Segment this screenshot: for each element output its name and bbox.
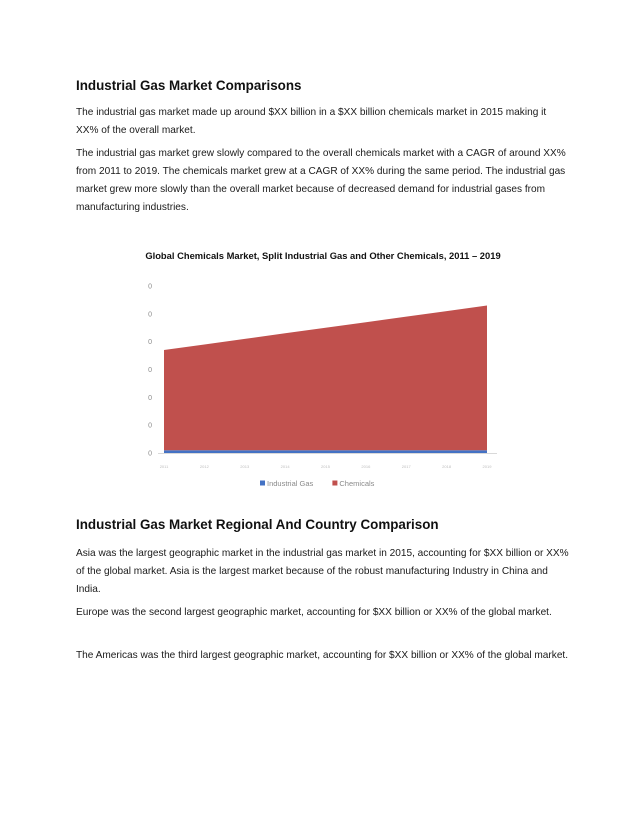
x-tick-label: 2012 xyxy=(199,464,209,469)
paragraph-growth: The industrial gas market grew slowly compared to the overall chemicals market with a CAGR of around XX% from 2011 to 2019. The chemicals market grew at a CAGR of XX% during the same period. The industrial gas market grew more slowly than the overall market because of decreased demand for industrial gases from manufacturing industries. xyxy=(76,148,566,213)
area-chart xyxy=(130,272,520,500)
paragraph-asia: Asia was the largest geographic market in the industrial gas market in 2015, accounting for $XX billion or XX% of the global market. Asia is the largest market because of the robust manufacturing Industry in China and India. xyxy=(76,548,569,595)
y-tick-label: 0 xyxy=(148,394,152,402)
y-tick-label: 0 xyxy=(148,339,152,347)
area-series-chemicals xyxy=(164,306,487,451)
x-tick-label: 2014 xyxy=(280,464,290,469)
legend-label: Industrial Gas xyxy=(267,479,314,488)
x-tick-label: 2011 xyxy=(159,464,169,469)
paragraph-europe: Europe was the second largest geographic market, accounting for $XX billion or XX% of the global market. xyxy=(76,607,552,618)
x-tick-label: 2018 xyxy=(442,464,452,469)
y-tick-label: 0 xyxy=(148,311,152,319)
y-tick-label: 0 xyxy=(148,283,152,291)
chart-title: Global Chemicals Market, Split Industrial Gas and Other Chemicals, 2011 – 2019 xyxy=(145,250,501,261)
x-tick-label: 2016 xyxy=(361,464,371,469)
paragraph-americas: The Americas was the third largest geographic market, accounting for $XX billion or XX% of the global market. xyxy=(76,650,569,661)
y-tick-label: 0 xyxy=(148,450,152,458)
x-tick-label: 2019 xyxy=(482,464,492,469)
area-series-industrial-gas xyxy=(164,450,487,453)
section-heading-regional: Industrial Gas Market Regional And Country Comparison xyxy=(76,517,439,532)
legend-swatch xyxy=(332,481,337,486)
y-tick-label: 0 xyxy=(148,422,152,430)
legend-label: Chemicals xyxy=(339,479,375,488)
x-tick-label: 2015 xyxy=(321,464,330,469)
x-tick-label: 2013 xyxy=(240,464,250,469)
x-tick-label: 2017 xyxy=(401,464,411,469)
y-tick-label: 0 xyxy=(148,367,152,374)
paragraph-market-share: The industrial gas market made up around $XX billion in a $XX billion chemicals market in 2015 making it XX% of the overall market. xyxy=(76,107,547,136)
legend-swatch xyxy=(260,481,265,486)
section-heading-comparisons: Industrial Gas Market Comparisons xyxy=(76,78,302,93)
